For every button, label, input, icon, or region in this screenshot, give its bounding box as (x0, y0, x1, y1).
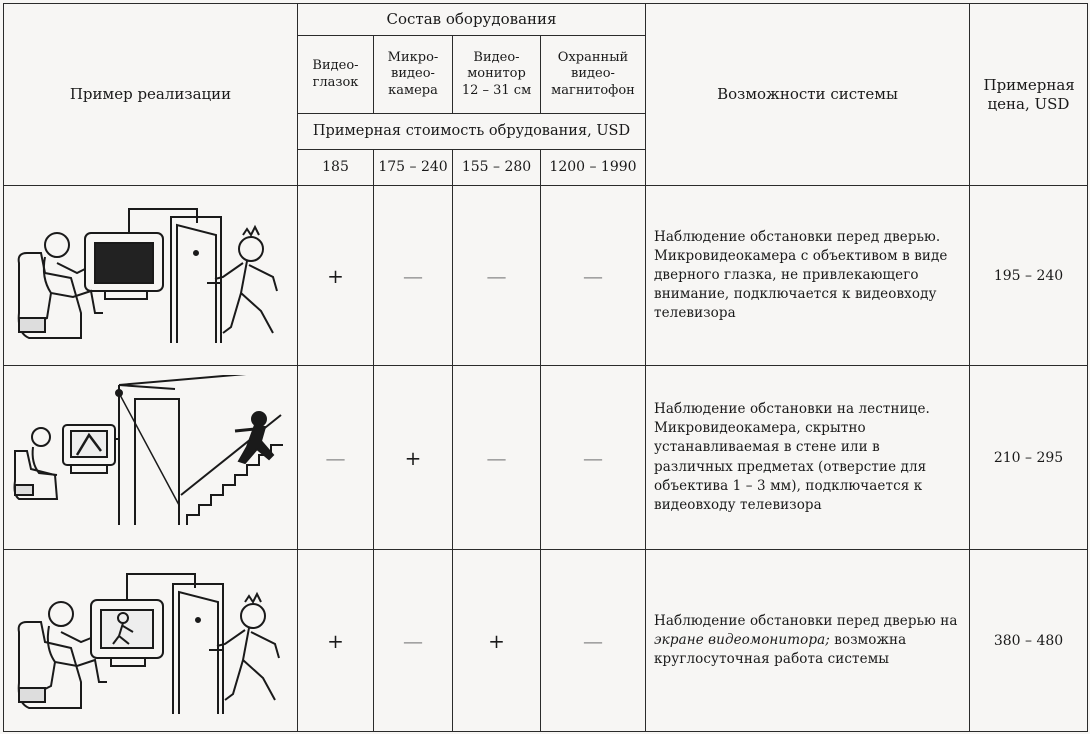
header-example (4, 4, 298, 186)
row-price: 380 – 480 (970, 550, 1088, 732)
col-header-line: Видео- (473, 50, 520, 66)
stairs-camera-tv-illustration (11, 375, 291, 540)
col-header-line: видео- (391, 66, 435, 82)
header-equipment-cost-label: Примерная стоимость обрудования, USD (312, 123, 631, 140)
door-camera-monitor-illustration (11, 558, 291, 723)
header-equipment-cost (298, 114, 646, 150)
mark-vcr: — (541, 550, 646, 732)
illustration-door-monitor (4, 550, 298, 732)
col-header-microcamera (374, 36, 453, 114)
row-price: 195 – 240 (970, 186, 1088, 366)
col-header-line: глазок (312, 74, 359, 90)
row-description-text: Наблюдение обстановки перед дверью. Микровидеокамера с объективом в виде дверного глазка, не привлекающего внимание, подключается к видеовходу телевизора (654, 228, 948, 322)
col-header-line: Видео- (312, 58, 359, 74)
col-header-line: 12 – 31 см (461, 82, 532, 98)
mark-monitor: — (453, 366, 541, 550)
cost-monitor: 155 – 280 (453, 150, 541, 186)
header-composition (298, 4, 646, 36)
row-description-text: Наблюдение обстановки на лестнице. Микровидеокамера, скрытно устанавливаемая в стене или в различных предметах (отверстие для объектива 1 – 3 мм), подключается к видеовходу телевизора (654, 401, 930, 513)
col-header-vcr (541, 36, 646, 114)
mark-monitor: + (453, 550, 541, 732)
header-price (970, 4, 1088, 186)
header-price-label: Примерная цена, USD (983, 75, 1075, 113)
header-features (646, 4, 970, 186)
cost-microcamera: 175 – 240 (374, 150, 453, 186)
illustration-stairs-tv (4, 366, 298, 550)
row-description-text: Наблюдение обстановки перед дверью на (654, 612, 958, 629)
mark-vcr: — (541, 186, 646, 366)
mark-monitor: — (453, 186, 541, 366)
col-header-monitor (453, 36, 541, 114)
row-description (646, 186, 970, 366)
header-example-label: Пример реализации (69, 85, 232, 104)
table-row (4, 550, 1088, 732)
table-row (4, 186, 1088, 366)
mark-peephole: — (298, 366, 374, 550)
mark-peephole: + (298, 186, 374, 366)
equipment-table (3, 3, 1088, 732)
illustration-door-tv (4, 186, 298, 366)
col-header-line: видео- (571, 66, 615, 82)
col-header-peephole (298, 36, 374, 114)
mark-peephole: + (298, 550, 374, 732)
col-header-line: магнитофон (551, 82, 635, 98)
row-description (646, 366, 970, 550)
row-description (646, 550, 970, 732)
col-header-line: Охранный (557, 50, 629, 66)
mark-microcamera: — (374, 186, 453, 366)
col-header-line: камера (388, 82, 438, 98)
mark-vcr: — (541, 366, 646, 550)
col-header-line: монитор (467, 66, 526, 82)
header-composition-label: Состав оборудования (386, 10, 557, 29)
row-price: 210 – 295 (970, 366, 1088, 550)
header-features-label: Возможности системы (717, 85, 898, 104)
col-header-line: Микро- (387, 50, 439, 66)
cost-vcr: 1200 – 1990 (541, 150, 646, 186)
door-camera-tv-illustration (11, 193, 291, 358)
cost-peephole: 185 (298, 150, 374, 186)
row-description-tail: возможна круглосуточная работа системы (654, 631, 907, 668)
mark-microcamera: + (374, 366, 453, 550)
table-row (4, 366, 1088, 550)
row-description-emphasis: экране видеомонитора; (654, 631, 830, 648)
mark-microcamera: — (374, 550, 453, 732)
